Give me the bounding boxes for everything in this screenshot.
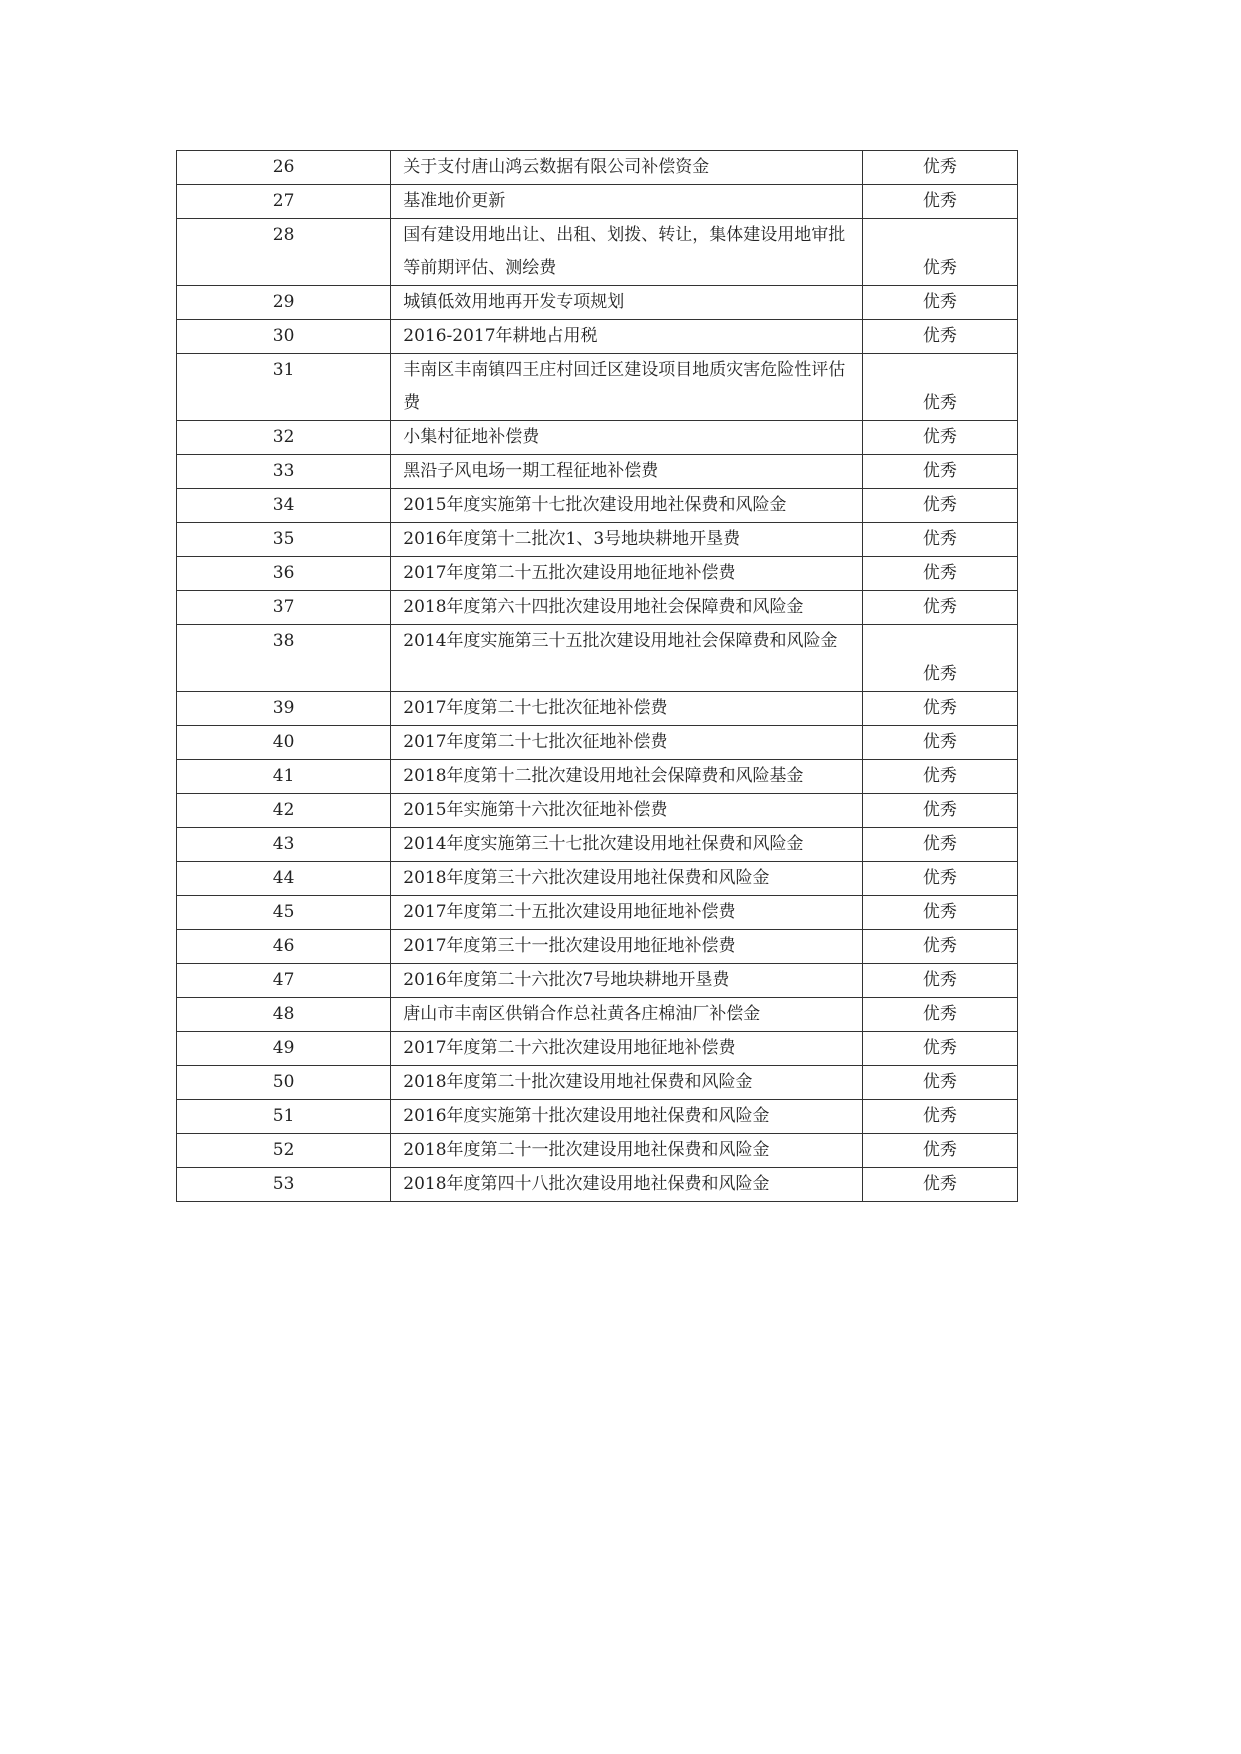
row-number: 45 — [177, 896, 391, 930]
table-row — [177, 828, 1018, 862]
project-name: 2017年度第二十七批次征地补偿费 — [391, 726, 863, 760]
table-row — [177, 1168, 1018, 1202]
project-name: 2018年度第四十八批次建设用地社保费和风险金 — [391, 1168, 863, 1202]
grade: 优秀 — [862, 1168, 1017, 1202]
project-name: 基准地价更新 — [391, 185, 863, 219]
row-number: 42 — [177, 794, 391, 828]
table-row — [177, 455, 1018, 489]
row-number: 44 — [177, 862, 391, 896]
table-row — [177, 354, 1018, 421]
row-number: 50 — [177, 1066, 391, 1100]
project-name: 2017年度第二十五批次建设用地征地补偿费 — [391, 896, 863, 930]
row-number: 34 — [177, 489, 391, 523]
row-number: 33 — [177, 455, 391, 489]
grade: 优秀 — [862, 692, 1017, 726]
grade: 优秀 — [862, 185, 1017, 219]
row-number: 52 — [177, 1134, 391, 1168]
table-row — [177, 794, 1018, 828]
table-row — [177, 1134, 1018, 1168]
table-row — [177, 862, 1018, 896]
grade: 优秀 — [862, 794, 1017, 828]
grade: 优秀 — [862, 489, 1017, 523]
row-number: 36 — [177, 557, 391, 591]
row-number: 51 — [177, 1100, 391, 1134]
project-name: 小集村征地补偿费 — [391, 421, 863, 455]
table-row — [177, 1066, 1018, 1100]
row-number: 43 — [177, 828, 391, 862]
grade: 优秀 — [862, 930, 1017, 964]
table-row — [177, 625, 1018, 692]
grade: 优秀 — [862, 151, 1017, 185]
grade: 优秀 — [862, 523, 1017, 557]
project-name: 2014年度实施第三十七批次建设用地社保费和风险金 — [391, 828, 863, 862]
project-name: 2016年度第二十六批次7号地块耕地开垦费 — [391, 964, 863, 998]
row-number: 31 — [177, 354, 391, 421]
project-name: 2018年度第二十一批次建设用地社保费和风险金 — [391, 1134, 863, 1168]
project-name: 2017年度第二十五批次建设用地征地补偿费 — [391, 557, 863, 591]
grade: 优秀 — [862, 1134, 1017, 1168]
grade: 优秀 — [862, 1100, 1017, 1134]
table-body — [177, 151, 1018, 1202]
project-name: 2016年度实施第十批次建设用地社保费和风险金 — [391, 1100, 863, 1134]
row-number: 29 — [177, 286, 391, 320]
table-row — [177, 185, 1018, 219]
grade: 优秀 — [862, 726, 1017, 760]
project-name: 关于支付唐山鸿云数据有限公司补偿资金 — [391, 151, 863, 185]
grade: 优秀 — [862, 964, 1017, 998]
row-number: 37 — [177, 591, 391, 625]
table-row — [177, 760, 1018, 794]
table-row — [177, 964, 1018, 998]
grade: 优秀 — [862, 760, 1017, 794]
project-name: 2018年度第二十批次建设用地社保费和风险金 — [391, 1066, 863, 1100]
row-number: 27 — [177, 185, 391, 219]
grade: 优秀 — [862, 625, 1017, 692]
table-row — [177, 591, 1018, 625]
project-name: 国有建设用地出让、出租、划拨、转让，集体建设用地审批等前期评估、测绘费 — [391, 219, 863, 286]
row-number: 40 — [177, 726, 391, 760]
grade: 优秀 — [862, 219, 1017, 286]
table-row — [177, 726, 1018, 760]
project-name: 2017年度第二十六批次建设用地征地补偿费 — [391, 1032, 863, 1066]
grade: 优秀 — [862, 286, 1017, 320]
grade: 优秀 — [862, 591, 1017, 625]
grade: 优秀 — [862, 1066, 1017, 1100]
table-row — [177, 896, 1018, 930]
project-name: 2018年度第三十六批次建设用地社保费和风险金 — [391, 862, 863, 896]
project-name: 2015年实施第十六批次征地补偿费 — [391, 794, 863, 828]
row-number: 48 — [177, 998, 391, 1032]
project-name: 城镇低效用地再开发专项规划 — [391, 286, 863, 320]
project-name: 2014年度实施第三十五批次建设用地社会保障费和风险金 — [391, 625, 863, 692]
grade: 优秀 — [862, 828, 1017, 862]
table-row — [177, 489, 1018, 523]
row-number: 49 — [177, 1032, 391, 1066]
row-number: 47 — [177, 964, 391, 998]
table-row — [177, 998, 1018, 1032]
project-name: 唐山市丰南区供销合作总社黄各庄棉油厂补偿金 — [391, 998, 863, 1032]
table-row — [177, 151, 1018, 185]
table-row — [177, 1032, 1018, 1066]
grade: 优秀 — [862, 455, 1017, 489]
row-number: 32 — [177, 421, 391, 455]
project-name: 2016年度第十二批次1、3号地块耕地开垦费 — [391, 523, 863, 557]
grade: 优秀 — [862, 896, 1017, 930]
row-number: 35 — [177, 523, 391, 557]
table-row — [177, 692, 1018, 726]
row-number: 28 — [177, 219, 391, 286]
table-row — [177, 421, 1018, 455]
project-name: 2016-2017年耕地占用税 — [391, 320, 863, 354]
table-row — [177, 320, 1018, 354]
project-name: 2015年度实施第十七批次建设用地社保费和风险金 — [391, 489, 863, 523]
table-row — [177, 1100, 1018, 1134]
grade: 优秀 — [862, 862, 1017, 896]
row-number: 39 — [177, 692, 391, 726]
table-row — [177, 557, 1018, 591]
table-row — [177, 219, 1018, 286]
grade: 优秀 — [862, 557, 1017, 591]
project-name: 2017年度第二十七批次征地补偿费 — [391, 692, 863, 726]
grade: 优秀 — [862, 1032, 1017, 1066]
row-number: 38 — [177, 625, 391, 692]
table-row — [177, 523, 1018, 557]
row-number: 46 — [177, 930, 391, 964]
row-number: 26 — [177, 151, 391, 185]
grade: 优秀 — [862, 320, 1017, 354]
row-number: 53 — [177, 1168, 391, 1202]
evaluation-table — [176, 150, 1018, 1202]
project-name: 2018年度第六十四批次建设用地社会保障费和风险金 — [391, 591, 863, 625]
grade: 优秀 — [862, 998, 1017, 1032]
project-name: 2017年度第三十一批次建设用地征地补偿费 — [391, 930, 863, 964]
row-number: 30 — [177, 320, 391, 354]
grade: 优秀 — [862, 421, 1017, 455]
project-name: 黑沿子风电场一期工程征地补偿费 — [391, 455, 863, 489]
row-number: 41 — [177, 760, 391, 794]
table-row — [177, 286, 1018, 320]
project-name: 2018年度第十二批次建设用地社会保障费和风险基金 — [391, 760, 863, 794]
table-row — [177, 930, 1018, 964]
project-name: 丰南区丰南镇四王庄村回迁区建设项目地质灾害危险性评估费 — [391, 354, 863, 421]
grade: 优秀 — [862, 354, 1017, 421]
